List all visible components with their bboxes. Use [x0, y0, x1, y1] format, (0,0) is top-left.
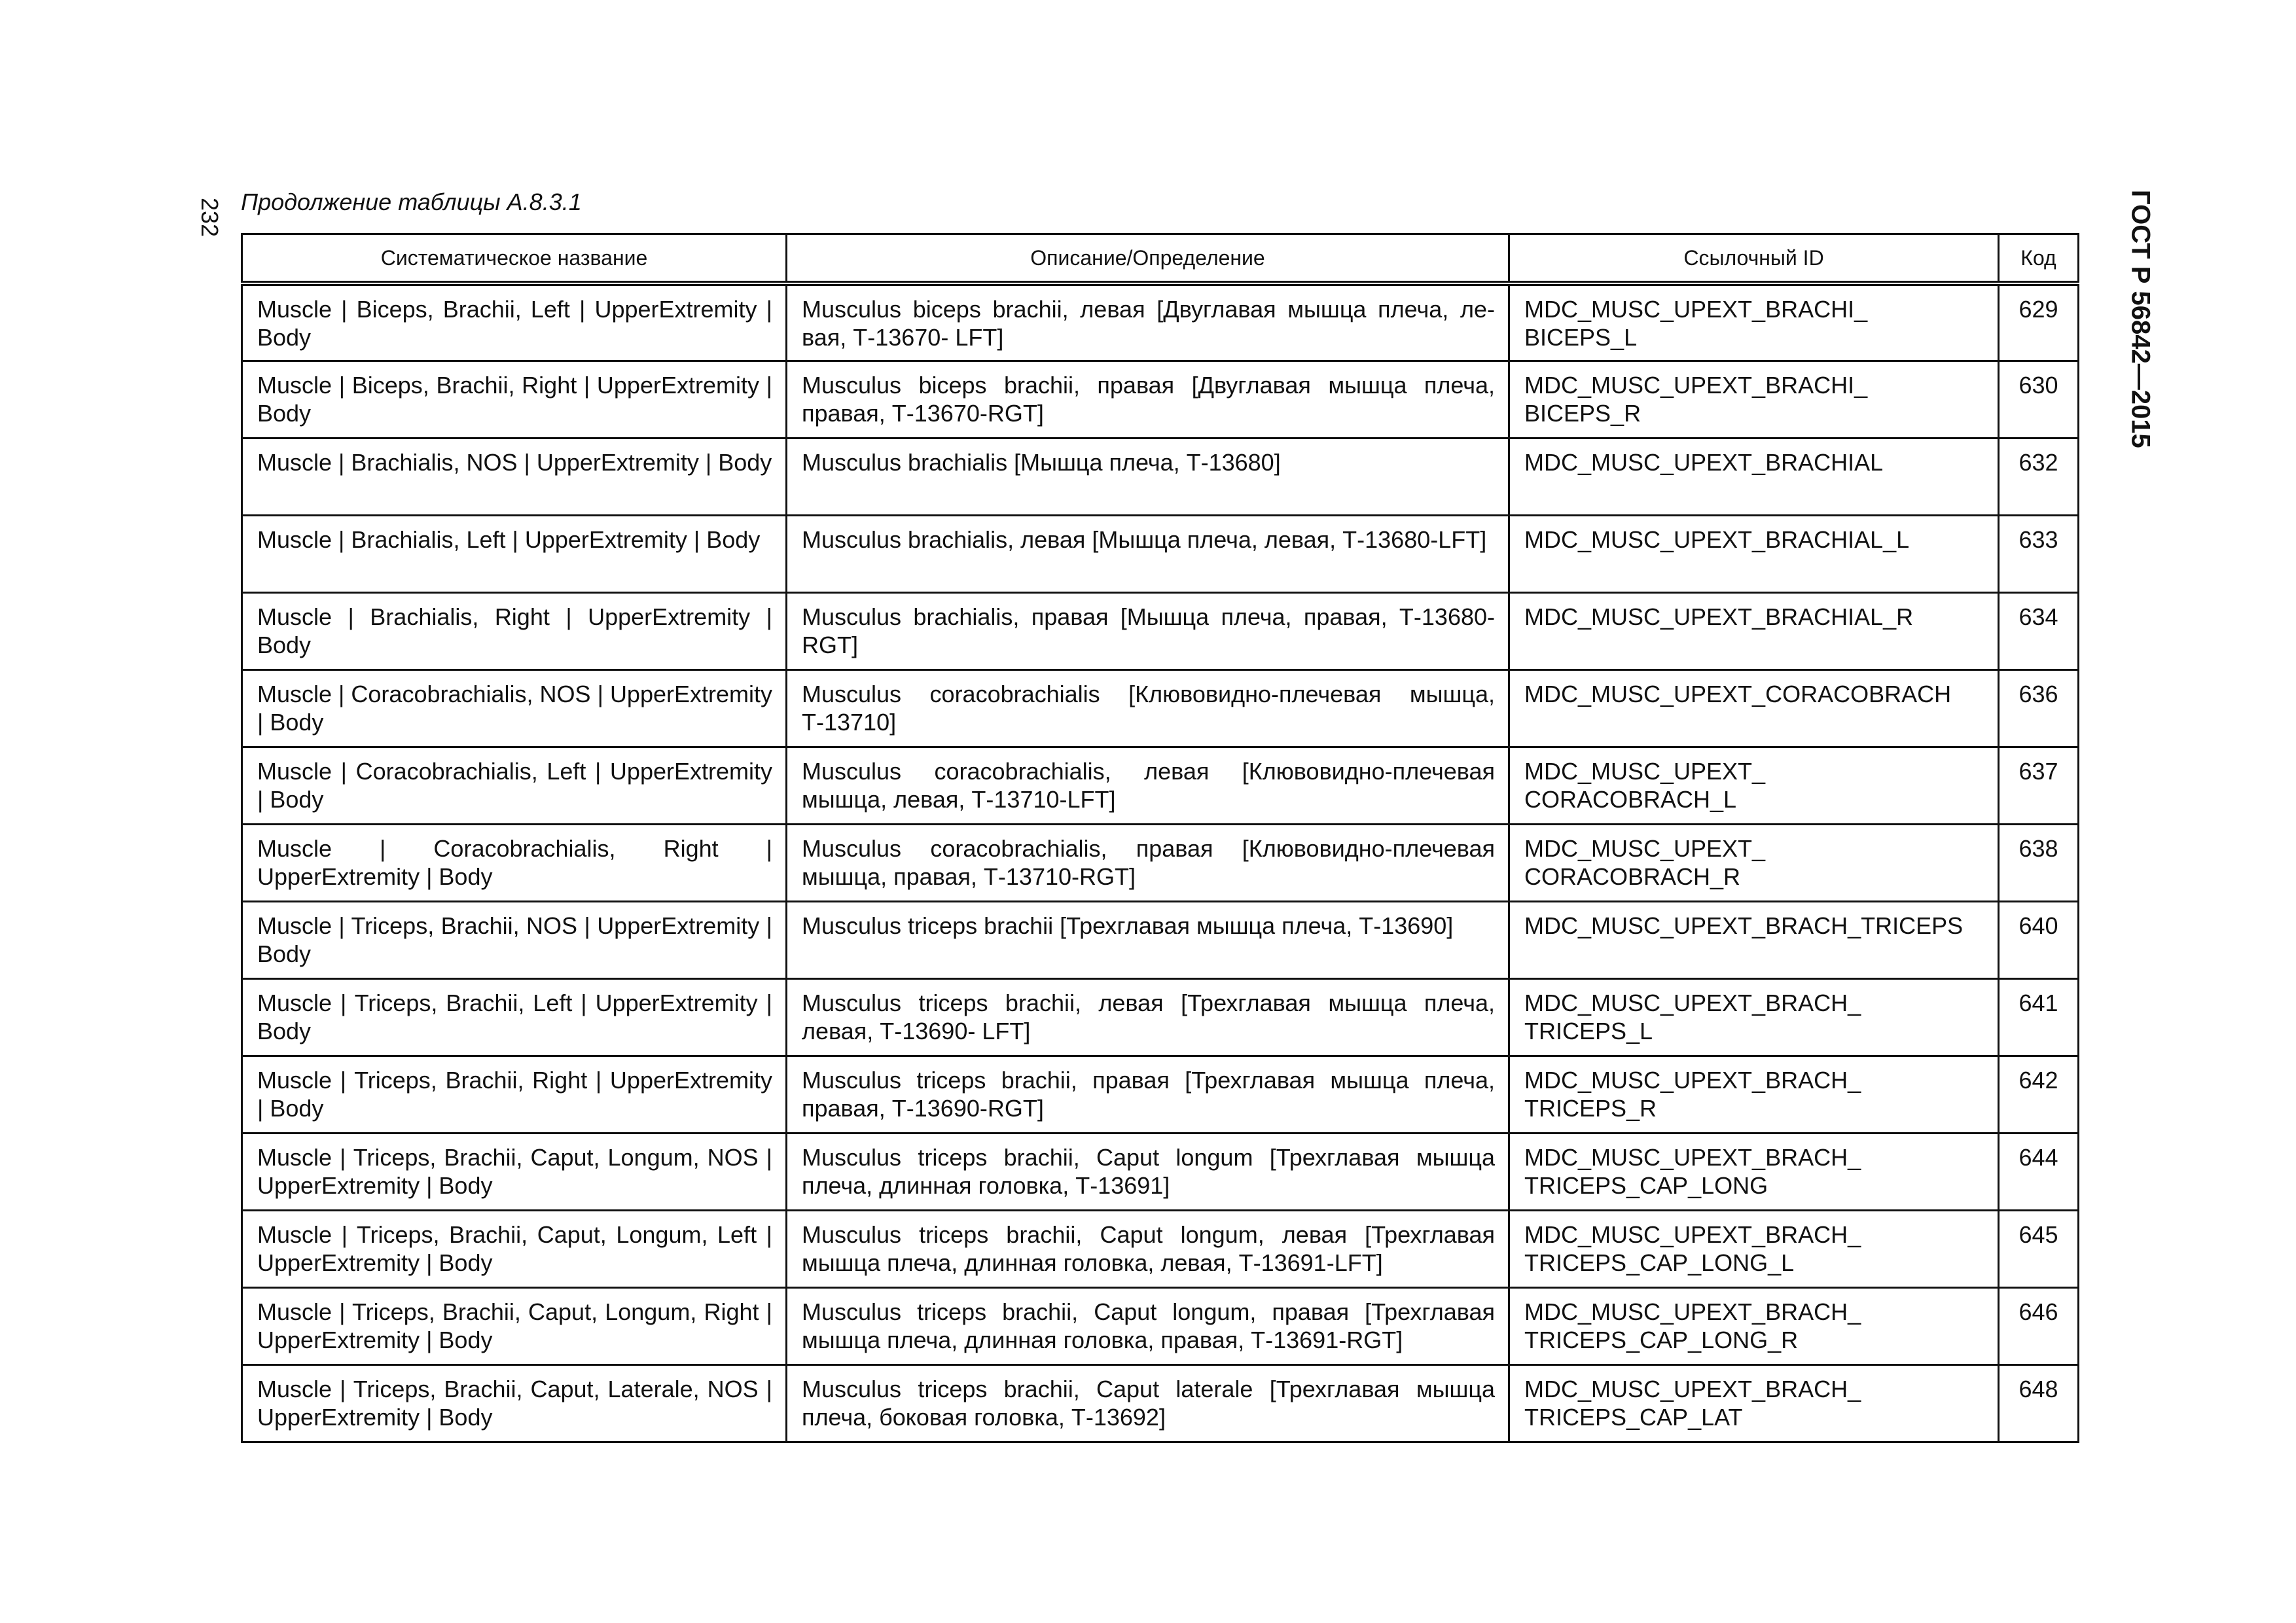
- systematic-name-cell: Muscle | Triceps, Brachii, Right | UpperExtremity | Body: [242, 1056, 787, 1133]
- reference-id-cell: MDC_MUSC_UPEXT_BRACH_ TRICEPS_CAP_LAT: [1509, 1364, 1999, 1442]
- reference-id-cell: MDC_MUSC_UPEXT_ CORACOBRACH_R: [1509, 824, 1999, 901]
- code-cell: 648: [1999, 1364, 2079, 1442]
- table-row: [242, 901, 2079, 978]
- systematic-name-cell: Muscle | Triceps, Brachii, Caput, Longum, Right | UpperExtremity | Body: [242, 1287, 787, 1364]
- description-cell: Musculus biceps brachii, левая [Двуглавая мышца плеча, ле-вая, Т-13670- LFT]: [787, 283, 1509, 361]
- code-cell: 636: [1999, 669, 2079, 747]
- code-cell: 642: [1999, 1056, 2079, 1133]
- code-cell: 645: [1999, 1210, 2079, 1287]
- code-cell: 633: [1999, 515, 2079, 592]
- systematic-name-cell: Muscle | Triceps, Brachii, Caput, Laterale, NOS | UpperExtremity | Body: [242, 1364, 787, 1442]
- table-row: [242, 978, 2079, 1056]
- code-cell: 646: [1999, 1287, 2079, 1364]
- code-cell: 641: [1999, 978, 2079, 1056]
- description-cell: Musculus triceps brachii, Caput longum, правая [Трехглавая мышца плеча, длинная головка, правая, Т-13691-RGT]: [787, 1287, 1509, 1364]
- systematic-name-cell: Muscle | Triceps, Brachii, Caput, Longum, Left | UpperExtremity | Body: [242, 1210, 787, 1287]
- code-cell: 632: [1999, 438, 2079, 515]
- description-cell: Musculus triceps brachii, Caput longum [Трехглавая мышца плеча, длинная головка, Т-13691]: [787, 1133, 1509, 1210]
- header-systematic-name: Систематическое название: [242, 234, 787, 284]
- table-row: [242, 1364, 2079, 1442]
- reference-id-cell: MDC_MUSC_UPEXT_BRACH_ TRICEPS_CAP_LONG: [1509, 1133, 1999, 1210]
- page-number: 232: [196, 197, 224, 238]
- description-cell: Musculus brachialis [Мышца плеча, Т-13680]: [787, 438, 1509, 515]
- reference-id-cell: MDC_MUSC_UPEXT_BRACHI_ BICEPS_L: [1509, 283, 1999, 361]
- systematic-name-cell: Muscle | Triceps, Brachii, Caput, Longum, NOS | UpperExtremity | Body: [242, 1133, 787, 1210]
- code-cell: 630: [1999, 361, 2079, 438]
- description-cell: Musculus triceps brachii [Трехглавая мышца плеча, Т-13690]: [787, 901, 1509, 978]
- systematic-name-cell: Muscle | Coracobrachialis, Left | UpperExtremity | Body: [242, 747, 787, 824]
- table-row: [242, 1210, 2079, 1287]
- header-reference-id: Ссылочный ID: [1509, 234, 1999, 284]
- reference-id-cell: MDC_MUSC_UPEXT_BRACH_ TRICEPS_L: [1509, 978, 1999, 1056]
- table-row: [242, 747, 2079, 824]
- table-row: [242, 592, 2079, 669]
- table-row: [242, 283, 2079, 361]
- description-cell: Musculus biceps brachii, правая [Двуглавая мышца плеча, правая, Т-13670-RGT]: [787, 361, 1509, 438]
- table-row: [242, 438, 2079, 515]
- systematic-name-cell: Muscle | Brachialis, Left | UpperExtremity | Body: [242, 515, 787, 592]
- reference-id-cell: MDC_MUSC_UPEXT_ CORACOBRACH_L: [1509, 747, 1999, 824]
- reference-id-cell: MDC_MUSC_UPEXT_BRACH_TRICEPS: [1509, 901, 1999, 978]
- code-cell: 638: [1999, 824, 2079, 901]
- reference-id-cell: MDC_MUSC_UPEXT_BRACHIAL_R: [1509, 592, 1999, 669]
- description-cell: Musculus triceps brachii, Caput longum, левая [Трехглавая мышца плеча, длинная головка, левая, Т-13691-LFT]: [787, 1210, 1509, 1287]
- systematic-name-cell: Muscle | Brachialis, NOS | UpperExtremity | Body: [242, 438, 787, 515]
- description-cell: Musculus triceps brachii, Caput laterale [Трехглавая мышца плеча, боковая головка, Т-13692]: [787, 1364, 1509, 1442]
- table-row: [242, 515, 2079, 592]
- systematic-name-cell: Muscle | Biceps, Brachii, Right | UpperExtremity | Body: [242, 361, 787, 438]
- code-cell: 644: [1999, 1133, 2079, 1210]
- description-cell: Musculus coracobrachialis, правая [Клювовидно-плечевая мышца, правая, Т-13710-RGT]: [787, 824, 1509, 901]
- systematic-name-cell: Muscle | Triceps, Brachii, NOS | UpperExtremity | Body: [242, 901, 787, 978]
- code-cell: 634: [1999, 592, 2079, 669]
- systematic-name-cell: Muscle | Coracobrachialis, NOS | UpperExtremity | Body: [242, 669, 787, 747]
- reference-id-cell: MDC_MUSC_UPEXT_BRACH_ TRICEPS_CAP_LONG_R: [1509, 1287, 1999, 1364]
- code-cell: 637: [1999, 747, 2079, 824]
- table-row: [242, 824, 2079, 901]
- systematic-name-cell: Muscle | Biceps, Brachii, Left | UpperExtremity | Body: [242, 283, 787, 361]
- reference-id-cell: MDC_MUSC_UPEXT_BRACHI_ BICEPS_R: [1509, 361, 1999, 438]
- code-cell: 629: [1999, 283, 2079, 361]
- reference-id-cell: MDC_MUSC_UPEXT_BRACHIAL: [1509, 438, 1999, 515]
- standard-code: ГОСТ Р 56842—2015: [2126, 190, 2155, 448]
- table-row: [242, 361, 2079, 438]
- header-code: Код: [1999, 234, 2079, 284]
- description-cell: Musculus brachialis, правая [Мышца плеча, правая, Т-13680-RGT]: [787, 592, 1509, 669]
- reference-id-cell: MDC_MUSC_UPEXT_BRACH_ TRICEPS_CAP_LONG_L: [1509, 1210, 1999, 1287]
- description-cell: Musculus brachialis, левая [Мышца плеча, левая, Т-13680-LFT]: [787, 515, 1509, 592]
- header-description: Описание/Определение: [787, 234, 1509, 284]
- description-cell: Musculus triceps brachii, левая [Трехглавая мышца плеча, левая, Т-13690- LFT]: [787, 978, 1509, 1056]
- table-header-row: [242, 234, 2079, 284]
- code-cell: 640: [1999, 901, 2079, 978]
- table-row: [242, 1287, 2079, 1364]
- reference-id-cell: MDC_MUSC_UPEXT_CORACOBRACH: [1509, 669, 1999, 747]
- description-cell: Musculus coracobrachialis [Клювовидно-плечевая мышца, Т-13710]: [787, 669, 1509, 747]
- description-cell: Musculus coracobrachialis, левая [Клювовидно-плечевая мышца, левая, Т-13710-LFT]: [787, 747, 1509, 824]
- systematic-name-cell: Muscle | Triceps, Brachii, Left | UpperExtremity | Body: [242, 978, 787, 1056]
- reference-id-cell: MDC_MUSC_UPEXT_BRACHIAL_L: [1509, 515, 1999, 592]
- systematic-name-cell: Muscle | Brachialis, Right | UpperExtremity | Body: [242, 592, 787, 669]
- data-table: [241, 233, 2079, 1443]
- table-row: [242, 669, 2079, 747]
- table-row: [242, 1056, 2079, 1133]
- table-caption: Продолжение таблицы А.8.3.1: [241, 188, 582, 215]
- systematic-name-cell: Muscle | Coracobrachialis, Right | UpperExtremity | Body: [242, 824, 787, 901]
- table-row: [242, 1133, 2079, 1210]
- description-cell: Musculus triceps brachii, правая [Трехглавая мышца плеча, правая, Т-13690-RGT]: [787, 1056, 1509, 1133]
- reference-id-cell: MDC_MUSC_UPEXT_BRACH_ TRICEPS_R: [1509, 1056, 1999, 1133]
